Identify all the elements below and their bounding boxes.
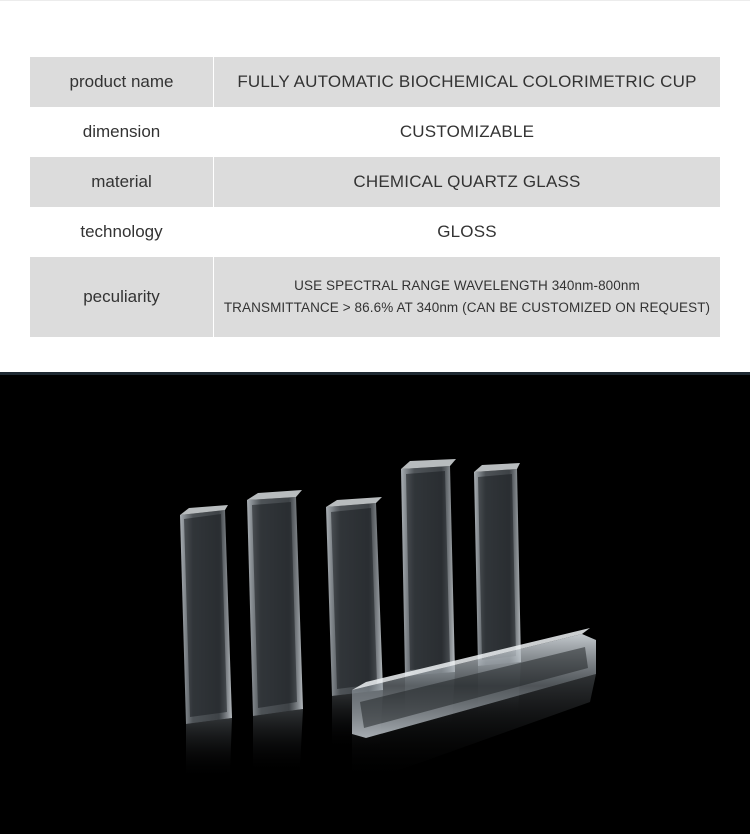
table-row [30, 207, 720, 257]
row-value [214, 107, 720, 157]
row-value [214, 157, 720, 207]
cuvettes-illustration [0, 372, 750, 834]
row-value [214, 57, 720, 107]
row-value [214, 257, 720, 337]
top-border [0, 0, 750, 1]
row-label: peculiarity [83, 287, 160, 306]
row-value-line-2: TRANSMITTANCE > 86.6% AT 340nm (CAN BE CUSTOMIZED ON REQUEST) [223, 300, 711, 315]
row-label: dimension [82, 122, 161, 141]
row-value-text: CUSTOMIZABLE [399, 122, 535, 141]
product-photo [0, 372, 750, 834]
table-row [30, 57, 720, 107]
row-label: product name [69, 72, 174, 91]
row-value-text: CHEMICAL QUARTZ GLASS [353, 172, 581, 191]
cuvette-2 [247, 490, 303, 774]
table-row [30, 257, 720, 337]
row-label: material [91, 172, 152, 191]
spec-section [0, 0, 750, 372]
table-row [30, 157, 720, 207]
cuvette-1 [180, 505, 232, 780]
row-label: technology [80, 222, 163, 241]
cuvette-lying [352, 628, 596, 782]
row-value-text: FULLY AUTOMATIC BIOCHEMICAL COLORIMETRIC CUP [237, 72, 697, 91]
table-row [30, 107, 720, 157]
row-value-text: GLOSS [437, 222, 497, 241]
photo-top-edge [0, 372, 750, 375]
row-value [214, 207, 720, 257]
spec-table [30, 57, 720, 337]
row-value-line-1: USE SPECTRAL RANGE WAVELENGTH 340nm-800nm [294, 278, 640, 293]
